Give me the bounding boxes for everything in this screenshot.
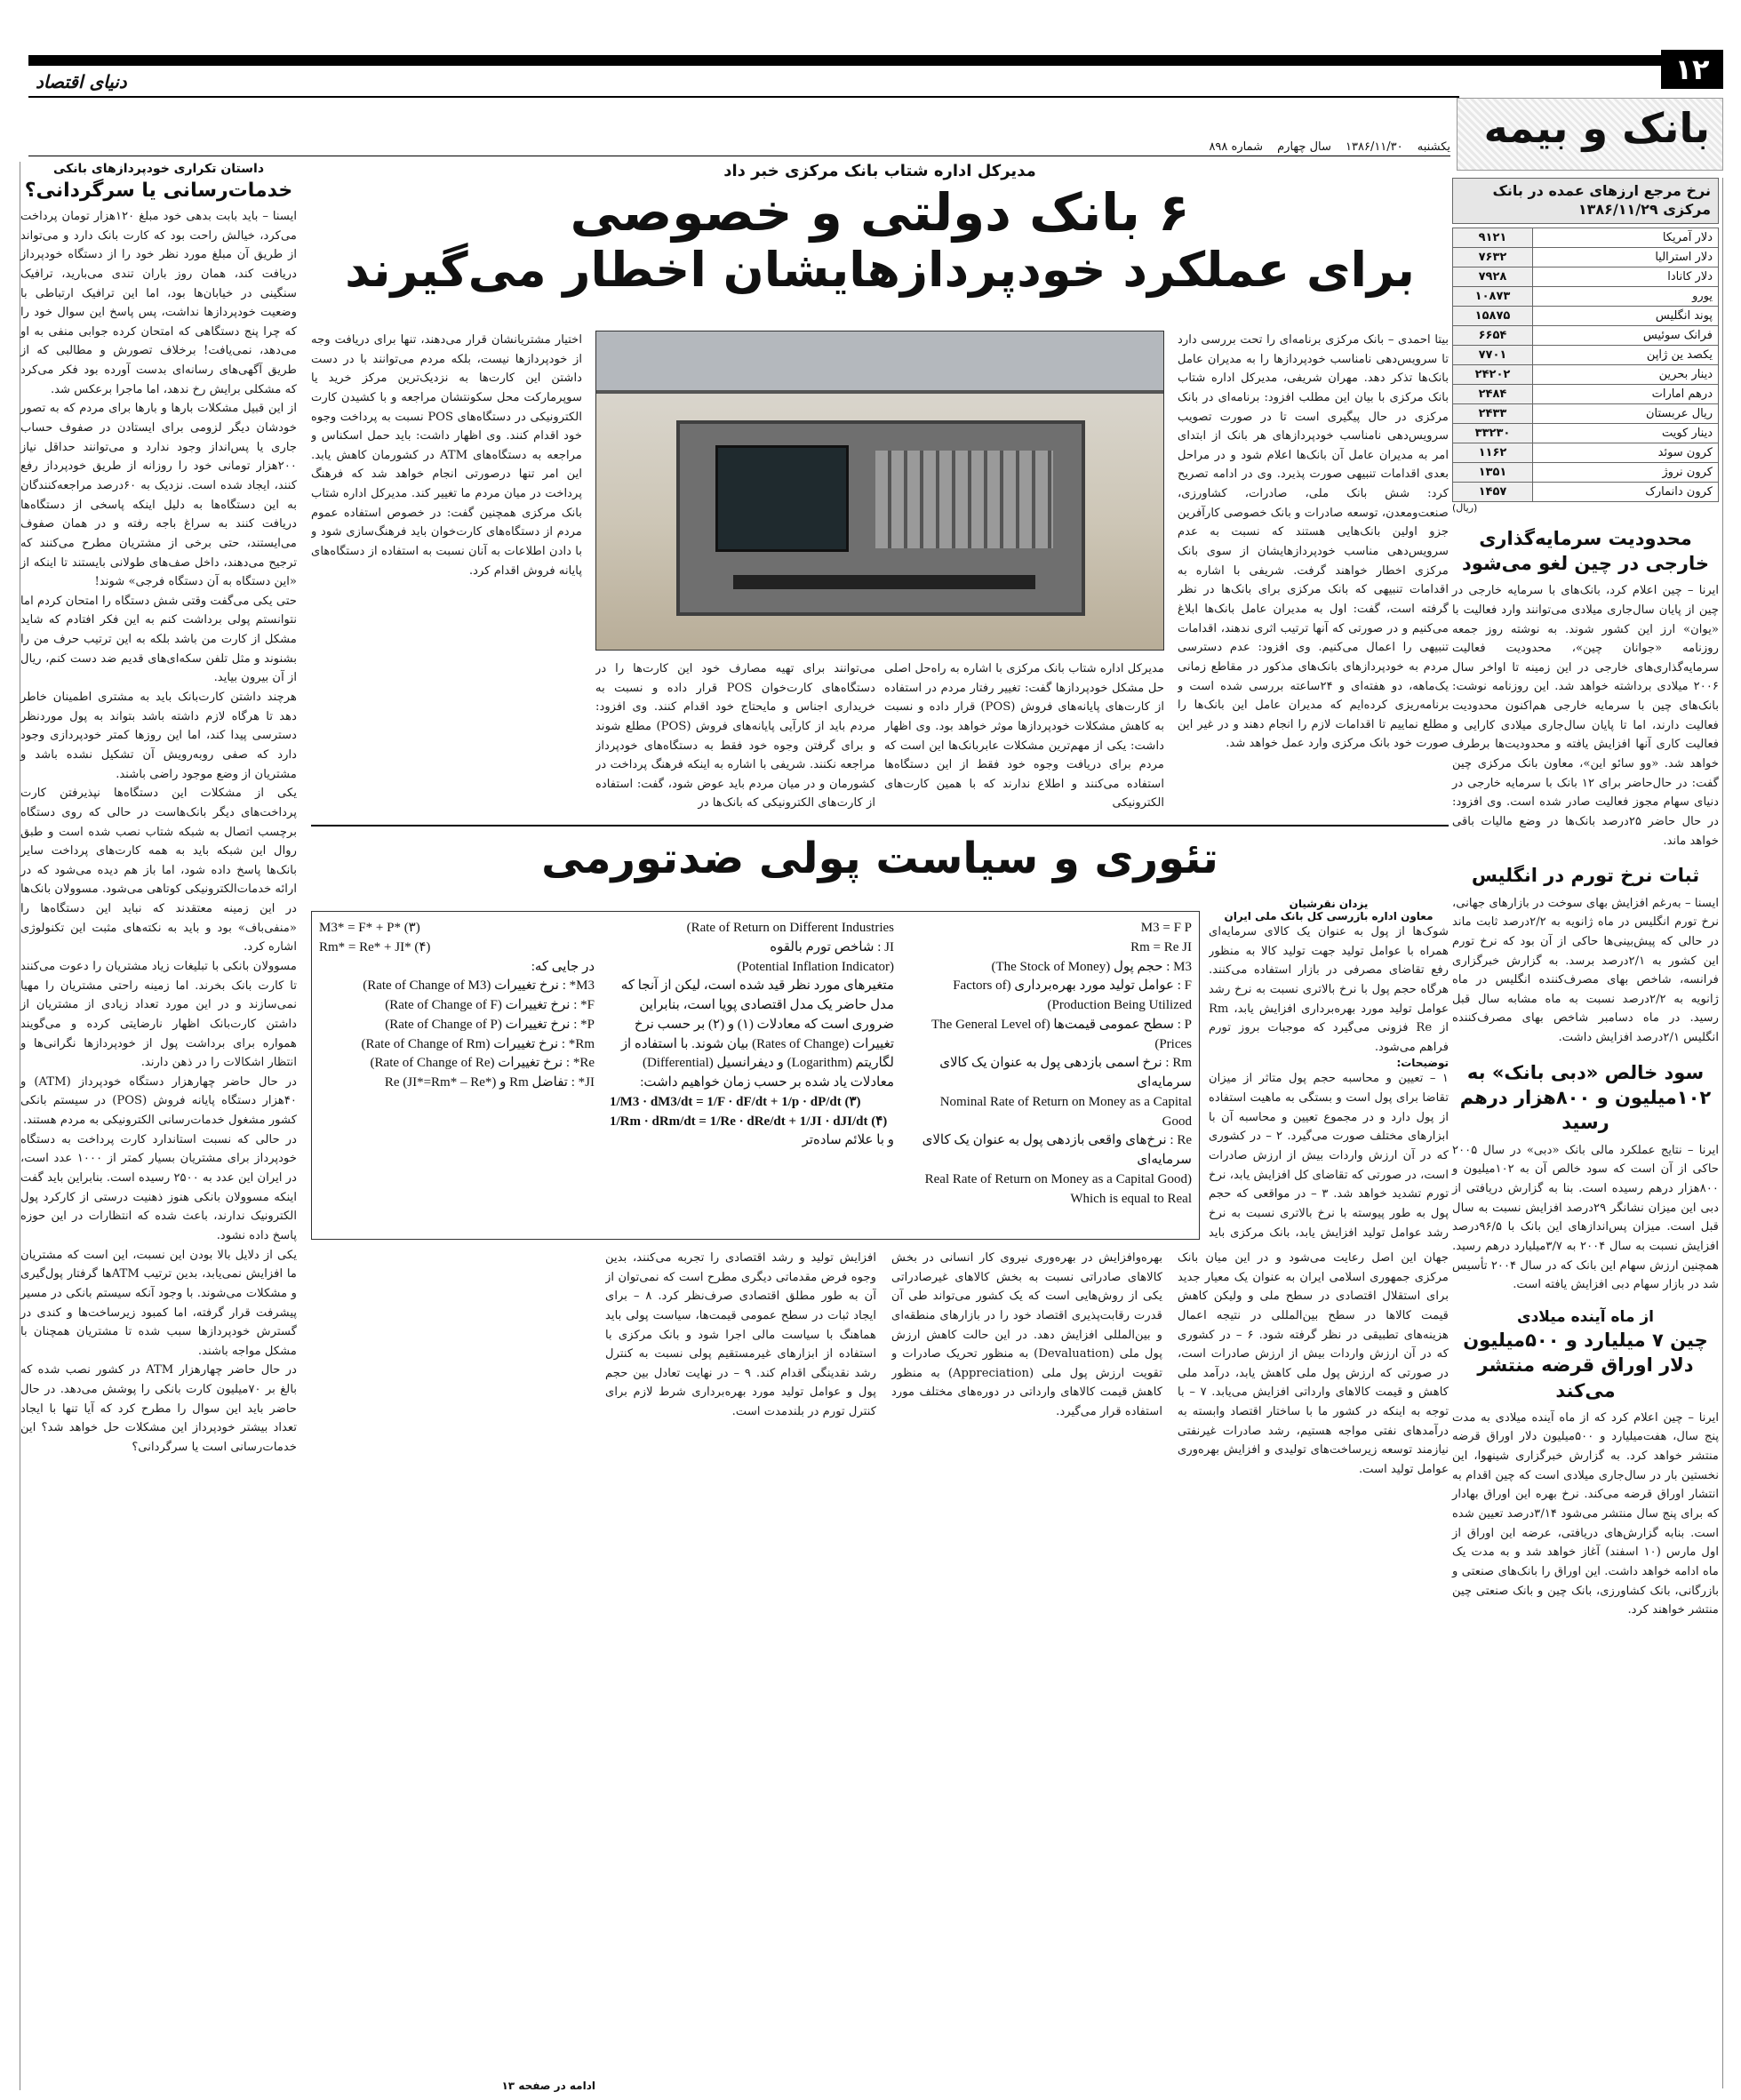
left-paragraph: در حال حاضر چهارهزار دستگاه خودپرداز (ATM) و ۴۰هزار دستگاه پایانه فروش (POS) در سیستم بانکی کشور مشغول خدمات‌رسانی الکترونیکی به مردم هستند. [20,1074,297,1128]
formula-line: M3 = F P [1140,921,1192,935]
currency-name: فرانک سوئیس [1533,325,1719,345]
second-body-col-mid: بهره‌وافزایش در بهره‌وری نیروی کار انسانی در بخش کالاهای صادراتی نسبت به بخش کالاهای غیرصادراتی یکی از روش‌هایی است که یک کشور می‌تواند طی آن قدرت رقابت‌پذیری اقتصاد خود را در بازارهای منطقه‌ای و بین‌المللی افزایش دهد. در این حالت کاهش ارزش پول ملی (Devaluation) به منظور تحریک صادرات و تقویت ارزش پول ملی (Appreciation) به منظور کاهش قیمت کالاهای وارداتی در دوره‌های مختلف مورد استفاده قرار می‌گیرد. [891,1251,1162,1419]
dateline-issue: شماره ۸۹۸ [1209,140,1263,154]
story4-headline: چین ۷ میلیارد و ۵۰۰میلیون دلار اوراق قرضه منتشر می‌کند [1463,1329,1708,1401]
formula-line: M3* = F* + P* (۳) [319,921,420,935]
second-body-col-left: افزایش تولید و رشد اقتصادی را تجربه می‌کنند، بدین وجوه فرض مقدماتی دیگری مطرح است که نمی‌توان از آن به طور مطلق اقتصادی صرف‌نظر کرد. ۸ – برای ایجاد ثبات در سطح عمومی قیمت‌ها، سیاست پولی باید هماهنگ با سیاست مالی اجرا شود و بانک مرکزی با استفاده از ابزارهای غیرمستقیم پولی نسبت به کنترل رشد نقدینگی اقدام کند. ۹ – در نهایت تعادل بین حجم پول و عوامل تولید مورد بهره‌برداری شرط لازم برای کنترل تورم در بلندمدت است. [605,1251,876,1419]
story3-headline: سود خالص «دبی بانک» به ۱۰۲میلیون و ۸۰۰هزار درهم رسید [1459,1061,1712,1134]
currency-rate: ۹۱۲۱ [1453,228,1533,247]
second-article [311,898,1449,2092]
main-headline-line2: برای عملکرد خودپردازهایشان اخطار می‌گیرند [345,241,1415,298]
byline-title: معاون اداره بازرسی کل بانک ملی ایران [1224,910,1434,922]
rates-table [1452,228,1719,502]
currency-rate: ۲۴۲۰۲ [1453,364,1533,384]
section-header [1457,98,1723,171]
currency-rate: ۱۵۸۷۵ [1453,306,1533,325]
notes-heading: توضیحات: [1396,1057,1449,1070]
story2-headline: ثبات نرخ تورم در انگلیس [1471,865,1700,887]
currency-name: کرون دانمارک [1533,482,1719,501]
currency-name: یورو [1533,286,1719,306]
dateline [28,140,1450,156]
currency-rate: ۷۷۰۱ [1453,345,1533,364]
left-column [20,162,297,2090]
main-col-bottom-mid: مدیرکل اداره شتاب بانک مرکزی با اشاره به راه‌حل اصلی حل مشکل خودپردازها گفت: تغییر رفتار مردم در استفاده از کارت‌های پایانه‌های فروش (POS) قرار داده و نسبت به کاهش مشکلات خودپردازها موثر خواهد بود. وی اظهار داشت: یکی از مهم‌ترین مشکلات عابربانک‌ها این است که مردم برای دریافت وجوه خود فقط از این دستگاه‌ها استفاده می‌کنند و اطلاع ندارند که با همین کارت‌های الکترونیکی [884,662,1164,810]
story2-body: ایسنا – به‌رغم افزایش بهای سوخت در بازارهای جهانی، نرخ تورم انگلیس در ماه ژانویه به ۲/۲درصد ثابت ماند در حالی که پیش‌بینی‌ها حاکی از آن بود که نرخ تورم این کشور به ۲/۱درصد برسد. به گزارش خبرگزاری فرانسه، شاخص بهای مصرف‌کننده انگلیس در ماه ژانویه به ۲/۲درصد نسبت به ماه مشابه سال قبل رسید. در ماه دسامبر شاخص بهای مصرف‌کننده انگلیس ۲/۱درصد افزایش داشت. [1452,896,1719,1045]
currency-rate: ۱۳۵۱ [1453,462,1533,482]
rate-row [1453,384,1719,403]
rate-row [1453,462,1719,482]
story1-headline: محدودیت سرمایه‌گذاری خارجی در چین لغو می‌شود [1462,527,1709,574]
rate-row [1453,325,1719,345]
second-headline: تئوری و سیاست پولی ضدتورمی [541,834,1218,883]
left-body [20,207,297,1457]
currency-rate: ۷۶۳۲ [1453,247,1533,267]
story1-body: ایرنا – چین اعلام کرد، بانک‌های با سرمایه خارجی در چین از پایان سال‌جاری میلادی می‌توانند وارد فعالیت با «یوان» ارز این کشور شوند. به نوشته روز جمعه روزنامه «جوانان چین»، محدودیت فعالیت سرمایه‌گذاری‌های خارجی در این زمینه تا اواخر سال ۲۰۰۶ میلادی برداشته خواهد شد. این روزنامه نوشت: بانک‌های چین با سرمایه خارجی هم‌اکنون محدودیت فعالیت دارند، اما تا پایان سال‌جاری میلادی کارایی و فعالیت کاری آنها افزایش یافته و محدودیت‌ها برطرف خواهد شد. «وو سائو این»، معاون بانک مرکزی چین گفت: در حال‌حاضر برای ۱۲ بانک با سرمایه خارجی در دنیای سهام مجوز فعالیت صادر شده است. وی افزود: در حال حاضر ۲۵درصد بانک‌ها در وضع مالیات باقی خواهد ماند. [1452,584,1719,848]
rates-unit: (ریال) [1452,501,1478,514]
formula-line: متغیرهای مورد نظر قید شده است، لیکن از آنجا که مدل حاضر یک مدل اقتصادی پویا است، بنابراین ضروری است که معادلات (۱) و (۲) بر حسب نرخ تغییرات (Rates of Change) بیان شوند. با استفاده از لگاریتم (Logarithm) و دیفرانسیل (Differential) معادلات یاد شده بر حسب زمان خواهیم داشت: [620,978,894,1090]
atm-canopy [596,331,1164,394]
page-number: ۱۲ [1661,50,1723,89]
formula-col-middle [610,919,894,1151]
formula-line: JI : شاخص تورم بالقوه [770,939,894,954]
dateline-date: ۱۳۸۶/۱۱/۳۰ [1346,140,1403,154]
main-col-left: اختیار مشتریانشان قرار می‌دهند، تنها برای دریافت وجه از خودپردازها نیست، بلکه مردم می‌توانند با در دست داشتن این کارت‌ها به نزدیک‌ترین مرکز خرید یا سوپرمارکت محل سکونتشان مراجعه و با کشیدن کارت الکترونیکی در دستگاه‌های POS نسبت به پرداخت وجوه خود اقدام کنند. وی اظهار داشت: باید حمل اسکناس و مراجعه به دستگاه‌های ATM در کشورمان کاهش یابد. این امر تنها درصورتی انجام خواهد شد که فرهنگ پرداخت در میان مردم ما تغییر کند. مدیرکل اداره شتاب بانک مرکزی همچنین گفت: در خصوص استفاده عموم مردم از دستگاه‌های کارت‌خوان باید فرهنگ‌سازی شود و با دادن اطلاعات به آنان نسبت به استفاده از دستگاه‌های پایانه فروش اقدام کرد. [311,333,582,578]
currency-name: درهم امارات [1533,384,1719,403]
currency-rate: ۲۴۸۴ [1453,384,1533,403]
currency-rate: ۷۹۲۸ [1453,267,1533,286]
left-paragraph: حتی یکی می‌گفت وقتی شش دستگاه را امتحان کردم اما نتوانستم پولی برداشت کنم به این فکر افتادم که شاید مشکل از کارت من باشد بلکه به این ترتیب حرف من را بشنوند و مثل تلفن سکه‌ای‌های قدیم ضد دست کنم، ریال از آن بیرون بیاید. [20,594,297,685]
main-col-bottom-left: می‌توانند برای تهیه مصارف خود این کارت‌ها را در دستگاه‌های کارت‌خوان POS قرار داده و نسبت به خریداری اجناس و مایحتاج خود اقدام کنند. وی افزود: مردم باید از کارآیی پایانه‌های فروش (POS) مطلع شوند و برای گرفتن وجوه خود فقط به دستگاه‌های خودپرداز مراجعه نکنند. شریفی با اشاره به اینکه فرهنگ پرداخت در کشورمان و در میان مردم باید عوض شود، گفت: استفاده از کارت‌های الکترونیکی که بانک‌ها در [595,662,875,810]
story4-body: ایرنا – چین اعلام کرد که از ماه آینده میلادی به مدت پنج سال، هفت‌میلیارد و ۵۰۰میلیون دلار اوراق قرضه منتشر خواهد کرد. به گزارش خبرگزاری شینهوا، این نخستین بار در سال‌جاری میلادی است که چین اقدام به انتشار اوراق قرضه می‌کند. نرخ بهره این اوراق بهادار که برای پنج سال منتشر می‌شود ۳/۱۴درصد تعیین شده است. بنابه گزارش‌های دریافتی، عرضه این اوراق از اول مارس (۱۰ اسفند) آغاز خواهد شد و به مدت یک ماه ادامه خواهد داشت. این اوراق را بانک‌های صنعتی و بازرگانی، بانک کشاورزی، بانک چین و بانک صنعتی چین منتشر خواهند کرد. [1452,1410,1719,1617]
currency-name: دینار بحرین [1533,364,1719,384]
main-article [311,331,1449,824]
formula-line: JI* : تفاضل Rm و Re (JI*=Rm* – Re*) [384,1075,595,1090]
formula-line: (Potential Inflation Indicator) [737,959,894,974]
formula-line: Re* : نرخ تغییرات (Rate of Change of Re) [370,1056,595,1071]
atm-machine [676,420,1085,616]
left-headline: خدمات‌رسانی یا سرگردانی؟ [24,180,293,202]
dateline-day: یکشنبه [1417,140,1450,154]
formula-line: M3* : نرخ تغییرات (Rate of Change of M3) [363,978,595,994]
masthead-rule [28,96,1459,98]
story3-body: ایرنا – نتایج عملکرد مالی بانک «دبی» در سال ۲۰۰۵ حاکی از آن است که سود خالص آن به ۱۰۲میلیون و ۸۰۰هزار درهم رسیده است. بنا به گزارش دریافتی از دبی این میزان نشانگر ۲۹درصد افزایش نسبت به سال قبل است. میزان پس‌اندازهای این بانک با ۹۶/۵درصد افزایش نسبت به سال ۲۰۰۴ به ۳/۷میلیارد درهم رسید. همچنین ارزش سهام این بانک که در سال ۲۰۰۴ تأسیس شد در بازار سهام دبی افزایش یافته است. [1452,1143,1719,1292]
currency-name: پوند انگلیس [1533,306,1719,325]
second-intro-col [1209,898,1449,1244]
second-body-col-right: جهان این اصل رعایت می‌شود و در این میان بانک مرکزی جمهوری اسلامی ایران به عنوان یک معیار جدید برای استقلال اقتصادی در سطح ملی و ولیکن کاهش قیمت کالاها در سطح بین‌المللی در نتیجه اعمال هزینه‌های تطبیقی در نظر گرفته شود. ۶ – در کشوری که در آن ارزش واردات بیش از ارزش صادرات است، در صورتی که ارزش پول ملی کاهش یابد، درآمد ملی کاهش و قیمت کالاهای وارداتی افزایش می‌یابد. ۷ – با توجه به اینکه در کشور ما با ساختار اقتصاد وابسته به درآمدهای نفتی مواجه هستیم، رشد صادرات غیرنفتی نیازمند توسعه زیرساخت‌های تولیدی و افزایش بهره‌وری عوامل تولید است. [1178,1251,1449,1477]
story4-kicker: از ماه آینده میلادی [1517,1307,1654,1326]
rate-row [1453,482,1719,501]
formula-line: (Real Rate of Return on Money as a Capital Good Which is equal to Real [924,1171,1192,1206]
currency-rate: ۱۱۶۲ [1453,443,1533,462]
formula-line: Rm = Re JI [1130,939,1192,954]
main-kicker: مدیرکل اداره شتاب بانک مرکزی خبر داد [723,162,1036,180]
atm-slot [733,575,1035,589]
currency-name: دینار کویت [1533,423,1719,443]
left-paragraph: در حال حاضر چهارهزار ATM در کشور نصب شده که بالغ بر ۷۰میلیون کارت بانکی را پوشش می‌دهد. در حال حاضر باید این سوال را مطرح کرد که آیا تنها با ایجاد تعداد بیشتر خودپرداز این مشکلات حل خواهد شد؟ این خدمات‌رسانی است یا سرگردانی؟ [20,1363,298,1454]
rate-row [1453,443,1719,462]
currency-name: دلار کانادا [1533,267,1719,286]
formula-line: P* : نرخ تغییرات (Rate of Change of P) [385,1017,595,1032]
rates-title: نرخ مرجع ارزهای عمده در بانک مرکزی ۱۳۸۶/۱۱/۲۹ [1452,178,1719,224]
currency-rate: ۲۴۳۳ [1453,403,1533,423]
left-paragraph: ایسنا – باید بابت بدهی خود مبلغ ۱۲۰هزار تومان پرداخت می‌کرد، خیالش راحت بود که کارت بانک دارد و می‌تواند از طریق آن مبلغ مورد نظر خود را از دستگاه خودپرداز دریافت کند، همان روز باران تندی می‌بارید، ترافیک سنگینی در خیابان‌ها بود، اما این ترافیک ارتباطی با وضعیت خودپردازها نداشت، پس پاسخ این سوال خود را که چرا پنج دستگاهی که امتحان کرده جوابی منفی به او می‌دهد، نمی‌یافت! برخلاف تصورش و مطالبی که از طریق آگهی‌های رسانه‌ای بدست آورده بود فکر می‌کرد که مشکلی برایش رخ ندهد، اما ماجرا برعکس شد. [20,210,297,396]
currency-rate: ۶۶۵۴ [1453,325,1533,345]
formula-box [311,911,1200,1240]
rate-row [1453,345,1719,364]
formula-line: Rm : نرخ اسمی بازدهی پول به عنوان یک کالای سرمایه‌ای [939,1056,1192,1090]
currency-name: یکصد ین ژاپن [1533,345,1719,364]
atm-screen [715,445,849,552]
atm-photo [595,331,1164,651]
currency-name: کرون نروژ [1533,462,1719,482]
section-title: بانک و بیمه [1483,104,1710,152]
currency-name: کرون سوئد [1533,443,1719,462]
dateline-year: سال چهارم [1277,140,1331,154]
formula-line: Rate of Return on Different Industries) [686,921,894,935]
second-notes: ۱ – تعیین و محاسبه حجم پول متاثر از میزان تقاضا برای پول است و بستگی به ماهیت استفاده از پول دارد و در مجموع تعیین و محاسبه آن با ابزارهای مختلف صورت می‌گیرد. ۲ – در کشوری که در آن ارزش واردات بیش از ارزش صادرات است، در صورتی که تقاضای کل افزایش یابد، نرخ تورم تشدید خواهد شد. ۳ – در مواقعی که حجم پول به طور پیوسته با نرخ بالاتری نسبت به نرخ رشد عوامل تولید افزایش یابد، بانک مرکزی باید [1209,1072,1449,1240]
left-paragraph: مسوولان بانکی با تبلیغات زیاد مشتریان را دعوت می‌کنند تا کارت بانک بخرند. اما زمینه راحتی مشتریان را مهیا نمی‌سازند و در این مورد تعداد زیادی از مشتریان از داشتن کارت‌بانک اظهار نارضایتی کرده و می‌گویند همواره برای برداشت پول از خودپردازها نگرانی‌ها و انتظار اشکالات را در ذهن دارند. [20,959,297,1070]
byline-name: یزدان نقرشیان [1289,898,1369,910]
currency-rate: ۳۳۲۳۰ [1453,423,1533,443]
formula-line: Nominal Rate of Return on Money as a Capital Good [939,1094,1192,1129]
currency-name: دلار استرالیا [1533,247,1719,267]
formula-line: Re : نرخ‌های واقعی بازدهی پول به عنوان یک کالای سرمایه‌ای [922,1133,1192,1167]
currency-rate: ۱۴۵۷ [1453,482,1533,501]
rate-row [1453,423,1719,443]
rate-row [1453,306,1719,325]
left-paragraph: در حالی که نسبت استاندارد کارت پرداخت به دستگاه خودپرداز برای مشتریان بسیار کمتر از ۱۰۰۰ عدد است، در ایران این عدد به ۲۵۰۰ رسیده است. بنابراین باید گفت اینکه مسوولان بانکی هنوز ذهنیت درستی از کارکرد پول الکترونیک ندارند، باعث شده که انتظارات در این حوزه پاسخ داده نشود. [20,1132,297,1242]
formula-line: و با علائم سادەتر [802,1133,894,1148]
formula-line: F* : نرخ تغییرات (Rate of Change of F) [385,998,595,1012]
top-rule [28,55,1673,66]
currency-rate: ۱۰۸۷۳ [1453,286,1533,306]
second-intro: شوک‌ها از پول به عنوان یک کالای سرمایه‌ای همراه با عوامل تولید جهت تولید کالا به منظور رفع تقاضای مصرفی در بازار استفاده می‌کنند. هرگاه حجم پول با نرخ بالاتری نسبت به نرخ رشد عوامل تولید مورد بهره‌برداری افزایش یابد، Rm از Re فزونی می‌گیرد که موجبات بروز تورم فراهم می‌شود. [1209,925,1449,1054]
main-headline-block [311,162,1449,296]
formula-col-left [319,919,595,1093]
main-col-right: بیتا احمدی – بانک مرکزی برنامه‌ای را تحت بررسی دارد تا سرویس‌دهی نامناسب خودپردازها را به مدیران عامل بانک‌ها تذکر دهد. مهران شریفی، مدیرکل اداره شتاب بانک مرکزی با بیان این مطلب افزود: برنامه‌ای در بانک مرکزی در حال پیگیری است تا در صورت تصویب سرویس‌دهی نامناسب خودپردازهای هر بانک از ابتدای امر به مدیران عامل آن بانک‌ها اعلام شود و در مراحل بعدی اقدامات تنبیهی صورت پذیرد. وی در ادامه تصریح کرد: شش بانک ملی، صادرات، کشاورزی، صنعت‌ومعدن، توسعه صادرات و بانک خصوصی کارآفرین جزو اولین بانک‌هایی هستند که نسبت به عدم سرویس‌دهی مناسب خودپردازهایشان از سوی بانک مرکزی اخطار خواهند گرفت. شریفی با اشاره به اقدامات تنبیهی که بانک مرکزی برای بانک‌ها در نظر گرفته است، گفت: اول به مدیران عامل بانک‌ها ابلاغ می‌کنیم و در صورتی که آنها ترتیب اثری ندهند، اقدامات تنبیهی را اعمال می‌کنیم. وی افزود: عدم دسترسی مردم به خودپردازهای بانک‌های مذکور در مقاطع زمانی یک‌ماهه، دو هفته‌ای و ۲۴ساعته بررسی شده است و برنامه‌ریزی کرده‌ایم که مدیران عامل این بانک‌ها را مطلع نماییم تا اقدامات لازم را انجام دهند و در غیر این صورت خود بانک مرکزی وارد عمل خواهد شد. [1178,333,1449,751]
rate-row [1453,267,1719,286]
article-divider [311,825,1449,826]
formula-col-right [916,919,1192,1209]
currency-name: ریال عربستان [1533,403,1719,423]
formula-line: Rm* : نرخ تغییرات (Rate of Change of Rm) [361,1036,595,1051]
left-paragraph: یکی از مشکلات این دستگاه‌ها نپذیرفتن کارت پرداخت‌های دیگر بانک‌هاست در حالی که روی دستگاه برچسب اتصال به شبکه شتاب نصب شده است و طبق روال این شبکه باید به همه کارت‌های پرداخت سایر بانک‌ها پاسخ داده شود، اما باز هم دیده می‌شود که در ارائه خدمات‌الکترونیکی کوتاهی می‌شود. مسوولان بانک‌ها در این زمینه معتقدند که نباید این دستگاه‌ها را «منفی‌باف» بود و باید به نکته‌های مثبت این تکنولوژی اشاره کرد. [20,787,297,954]
left-paragraph: هرچند داشتن کارت‌بانک باید به مشتری اطمینان خاطر دهد تا هرگاه لازم داشته باشد بتواند به پول موردنظر دسترسی پیدا کند، اما این روزها کمتر خودپردازی وجود دارد که صفی روبه‌رویش آن تشکیل نشده باشد و مشتریان از وضع موجود راضی باشند. [20,691,297,781]
formula-line: 1/Rm · dRm/dt = 1/Re · dRe/dt + 1/JI · dJI/dt (۴) [610,1114,888,1129]
atm-keypad [875,451,1053,548]
rate-row [1453,286,1719,306]
left-paragraph: از این قبیل مشکلات بارها و بارها برای مردم که به تصور خودشان دیگر لزومی برای ایستادن در صفوف حساب جاری یا پس‌انداز وجود ندارد و می‌توانند حداقل نیاز ۲۰۰هزار تومانی خود را روزانه از طریق خودپرداز رفع کنند، ایجاد شده است. نزدیک به ۶۰درصد مراجعه‌کنندگان به این دستگاه‌ها به دلیل اینکه پاسخی از دستگاه‌ها دریافت کنند به سراغ باجه رفته و در همان صفوف می‌ایستند، حتی برخی از مشتریان مطرح می‌کنند که ترجیح می‌دهند، داخل صف‌های طولانی بایستند تا اینکه از «این دستگاه به آن دستگاه فرجی» شوند! [20,402,297,589]
formula-line: در جایی که: [531,959,595,974]
currency-name: دلار آمریکا [1533,228,1719,247]
newspaper-logo: دنیای اقتصاد [36,71,127,92]
continued-note: ادامه در صفحه ۱۳ [501,2080,595,2092]
formula-line: M3 : حجم پول (The Stock of Money) [991,959,1192,974]
left-kicker: داستان تکراری خودپردازهای بانکی [52,162,265,176]
formula-line: F : عوامل تولید مورد بهره‌برداری (Factors of Production Being Utilized) [953,978,1192,1012]
rate-row [1453,364,1719,384]
rate-row [1453,403,1719,423]
right-column [1452,178,1723,2088]
main-headline-line1: ۶ بانک دولتی و خصوصی [570,182,1190,243]
left-paragraph: یکی از دلایل بالا بودن این نسبت، این است که مشتریان ما افزایش نمی‌یابد، بدین ترتیب ATM‌ها گرفتار پول‌گیری و مشکلات می‌شوند. با وجود آنکه سیستم بانکی در مسیر پیشرفت قرار گرفته، اما کمبود زیرساخت‌ها و کندی در گسترش خودپردازها سبب شده تا مشتریان همچنان با مشکل مواجه باشند. [20,1248,297,1358]
formula-line: P : سطح عمومی قیمت‌ها (The General Level of Prices) [931,1017,1192,1051]
formula-line: 1/M3 · dM3/dt = 1/F · dF/dt + 1/p · dP/dt (۳) [610,1094,861,1109]
formula-line: Rm* = Re* + JI* (۴) [319,939,431,954]
rate-row [1453,247,1719,267]
rate-row [1453,228,1719,247]
